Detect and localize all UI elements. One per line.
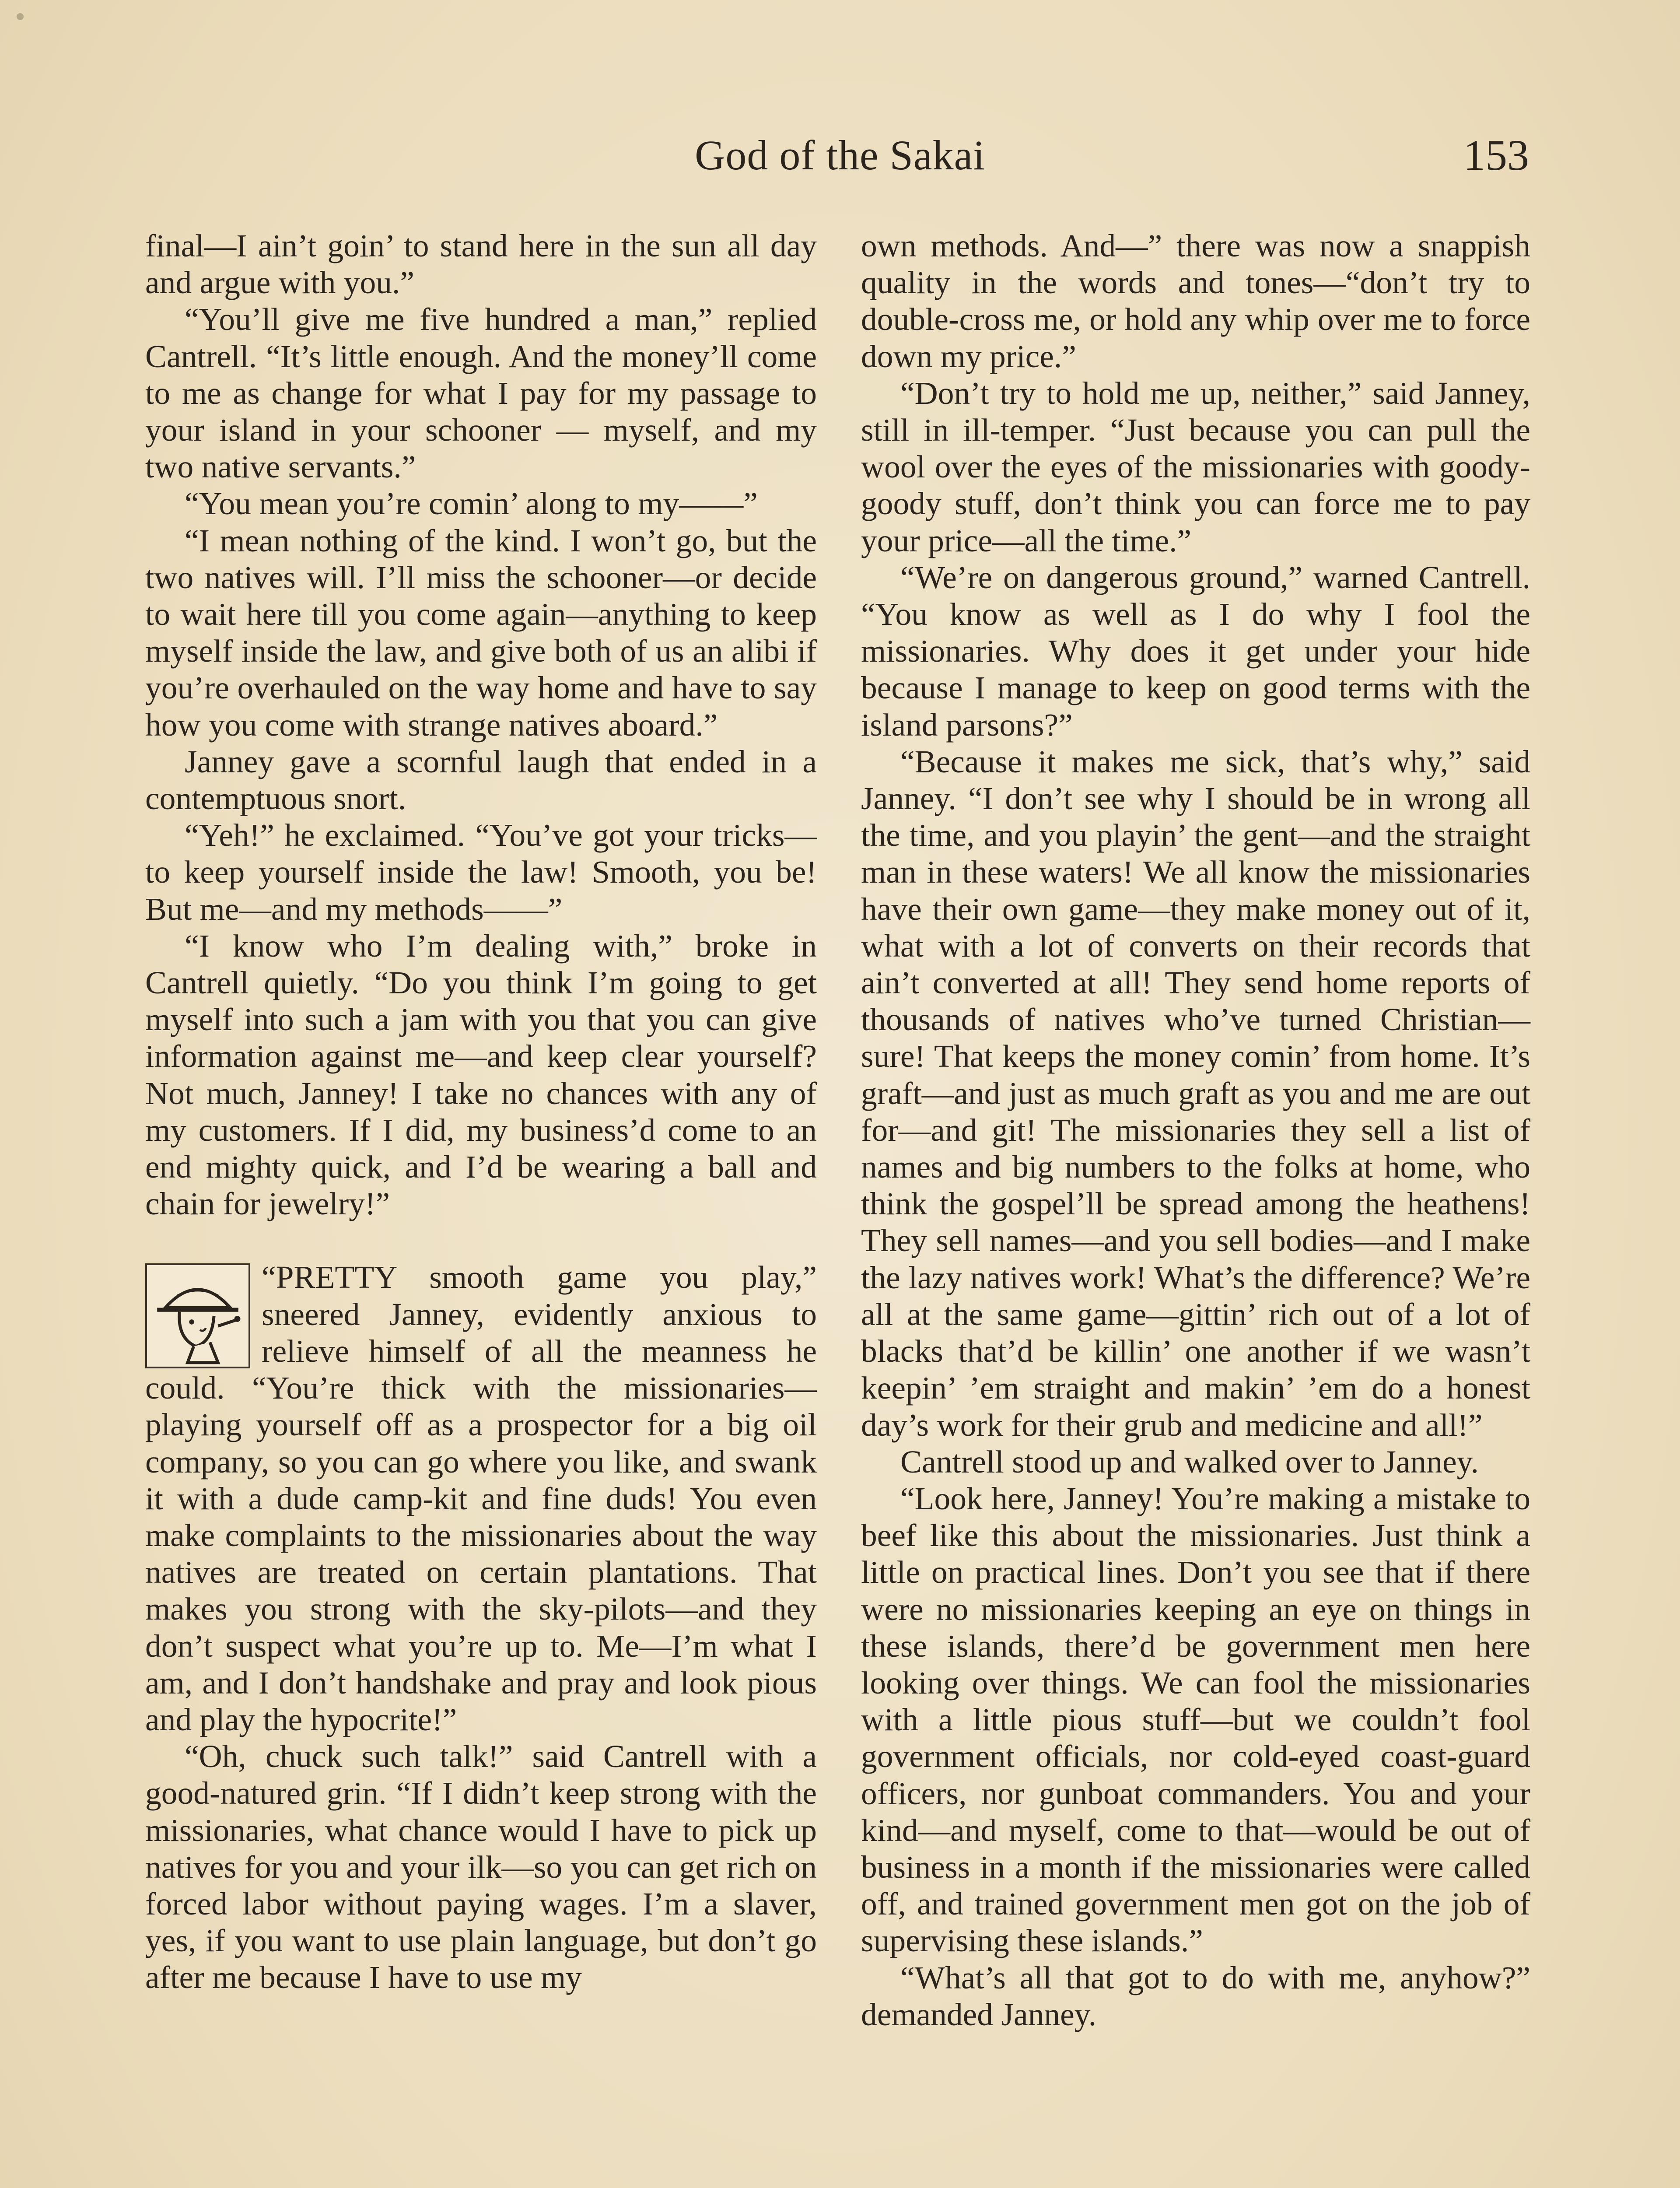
paragraph: Cantrell stood up and walked over to Janney. bbox=[900, 1444, 1479, 1480]
paragraph: “We’re on dangerous ground,” warned Cantrell. “You know as well as I do why I fool the missionaries. Why does it get under your hide because I manage to keep on good terms with the island parsons?” bbox=[861, 559, 1530, 743]
running-header-title: God of the Sakai bbox=[695, 132, 985, 179]
paragraph: “You mean you’re comin’ along to my——” bbox=[185, 486, 758, 522]
paragraph: own methods. And—” there was now a snappish quality in the words and tones—“don’t try to double-cross me, or hold any whip over me to force down my price.” bbox=[861, 228, 1530, 374]
paragraph: “Don’t try to hold me up, neither,” said Janney, still in ill-temper. “Just because you can pull the wool over the eyes of the missionaries with goody-goody stuff, don’t think you can force me to pay your price—all the time.” bbox=[861, 375, 1530, 558]
paragraph: “Look here, Janney! You’re making a mistake to beef like this about the missionaries. Just think a little on practical lines. Don’t you see that if there were no missionaries keeping an eye on things in these islands, there’d be government men here looking over things. We can fool the missionaries with a little pious stuff—but we couldn’t fool government officials, nor cold-eyed coast-guard officers, nor gunboat commanders. You and your kind—and myself, come to that—would be out of business in a month if the missionaries were called off, and trained government men got on the job of supervising these islands.” bbox=[861, 1480, 1530, 1959]
pith-helmet-illustration-icon bbox=[145, 1263, 250, 1368]
dropcap-paragraph: “PRETTY smooth game you play,” sneered Janney, evidently anxious to relieve himself of all the meanness he could. “You’re thick with the missionaries—playing yourself off as a prospector for a big oil company, so you can go where you like, and swank it with a dude camp-kit and fine duds! You even make complaints to the missionaries about the way natives are treated on certain plantations. That makes you strong with the sky-pilots—and they don’t suspect what you’re up to. Me—I’m what I am, and I don’t handshake and pray and look pious and play the hypocrite!” bbox=[145, 1259, 817, 1737]
paper-speck bbox=[17, 13, 24, 20]
paragraph: “Yeh!” he exclaimed. “You’ve got your tricks—to keep yourself inside the law! Smooth, you be! But me—and my methods——” bbox=[145, 817, 817, 927]
dropcap-illustration bbox=[147, 1265, 248, 1367]
paragraph: final—I ain’t goin’ to stand here in the sun all day and argue with you.” bbox=[145, 228, 817, 301]
paragraph: “I mean nothing of the kind. I won’t go, but the two natives will. I’ll miss the schooner—or decide to wait here till you come again—anything to keep myself inside the law, and give both of us an alibi if you’re overhauled on the way home and have to say how you come with strange natives aboard.” bbox=[145, 522, 817, 743]
paragraph: “I know who I’m dealing with,” broke in Cantrell quietly. “Do you think I’m going to get myself into such a jam with you that you can give information against me—and keep clear yourself? Not much, Janney! I take no chances with any of my customers. If I did, my business’d come to an end mighty quick, and I’d be wearing a ball and chain for jewelry!” bbox=[145, 928, 817, 1222]
paragraph: “You’ll give me five hundred a man,” replied Cantrell. “It’s little enough. And the money’ll come to me as change for what I pay for my passage to your island in your schooner — myself, and my two native servants.” bbox=[145, 302, 817, 485]
page-number: 153 bbox=[1463, 131, 1529, 179]
section-start bbox=[145, 1259, 817, 1738]
left-column bbox=[145, 228, 817, 1996]
paragraph: “Oh, chuck such talk!” said Cantrell with a good-natured grin. “If I didn’t keep strong with the missionaries, what chance would I have to pick up natives for you and your ilk—so you can get rich on forced labor without paying wages. I’m a slaver, yes, if you want to use plain language, but don’t go after me because I have to use my bbox=[145, 1739, 817, 1995]
paragraph: “Because it makes me sick, that’s why,” said Janney. “I don’t see why I should be in wrong all the time, and you playin’ the gent—and the straight man in these waters! We all know the missionaries have their own game—they make money out of it, what with a lot of converts on their records that ain’t converted at all! They send home reports of thousands of natives who’ve turned Christian—sure! That keeps the money comin’ from home. It’s graft—and just as much graft as you and me are out for—and git! The missionaries they sell a list of names and big numbers to the folks at home, who think the gospel’ll be spread among the heathens! They sell names—and you sell bodies—and I make the lazy natives work! What’s the difference? We’re all at the same game—gittin’ rich out of a lot of blacks that’d be killin’ one another if we wasn’t keepin’ ’em straight and makin’ ’em do a honest day’s work for their grub and medicine and all!” bbox=[861, 743, 1530, 1443]
right-column bbox=[861, 228, 1530, 2033]
paragraph: “What’s all that got to do with me, anyhow?” demanded Janney. bbox=[861, 1960, 1530, 2032]
paragraph: Janney gave a scornful laugh that ended in a contemptuous snort. bbox=[145, 743, 817, 817]
